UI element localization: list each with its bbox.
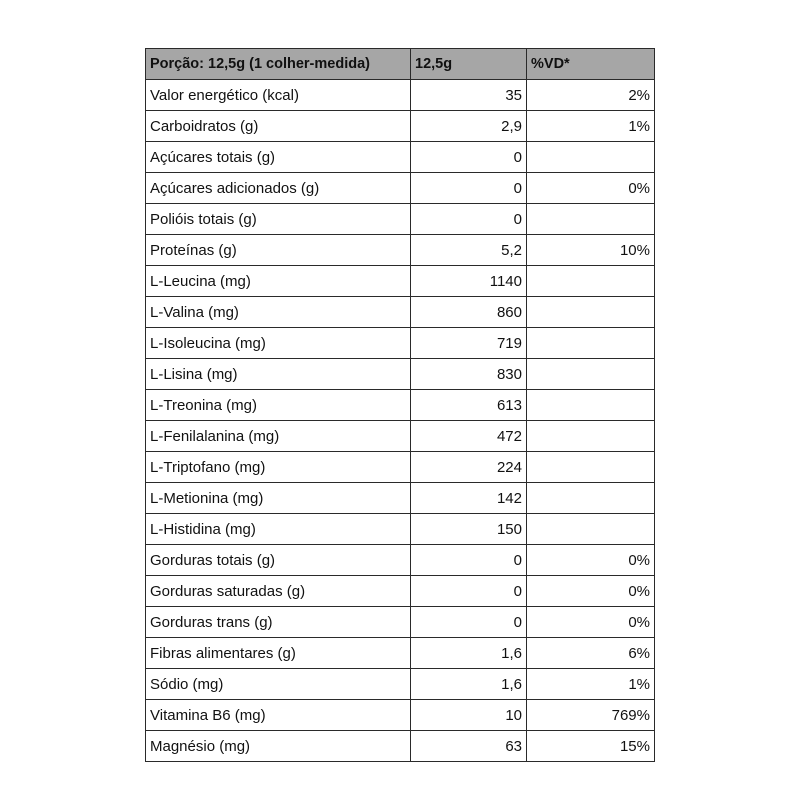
nutrient-name: Magnésio (mg) — [146, 731, 411, 762]
table-row — [146, 669, 655, 700]
header-amount: 12,5g — [411, 49, 527, 80]
table-row — [146, 80, 655, 111]
nutrient-vd: 1% — [527, 669, 655, 700]
nutrient-name: Açúcares totais (g) — [146, 142, 411, 173]
table-row — [146, 452, 655, 483]
table-row — [146, 545, 655, 576]
table-row — [146, 297, 655, 328]
nutrient-name: Valor energético (kcal) — [146, 80, 411, 111]
table-row — [146, 700, 655, 731]
nutrient-value: 1,6 — [411, 669, 527, 700]
nutrient-name: L-Histidina (mg) — [146, 514, 411, 545]
nutrient-vd — [527, 266, 655, 297]
nutrient-vd — [527, 297, 655, 328]
nutrient-vd — [527, 359, 655, 390]
nutrient-name: Sódio (mg) — [146, 669, 411, 700]
table-row — [146, 731, 655, 762]
nutrient-vd — [527, 204, 655, 235]
nutrient-value: 0 — [411, 545, 527, 576]
nutrient-vd: 1% — [527, 111, 655, 142]
nutrient-value: 142 — [411, 483, 527, 514]
table-row — [146, 390, 655, 421]
nutrient-value: 0 — [411, 576, 527, 607]
nutrient-value: 224 — [411, 452, 527, 483]
nutrient-name: Proteínas (g) — [146, 235, 411, 266]
nutrient-name: L-Fenilalanina (mg) — [146, 421, 411, 452]
nutrient-name: Vitamina B6 (mg) — [146, 700, 411, 731]
table-row — [146, 111, 655, 142]
table-row — [146, 173, 655, 204]
nutrient-name: L-Leucina (mg) — [146, 266, 411, 297]
header-vd: %VD* — [527, 49, 655, 80]
nutrient-value: 2,9 — [411, 111, 527, 142]
nutrient-value: 472 — [411, 421, 527, 452]
nutrient-value: 830 — [411, 359, 527, 390]
header-portion: Porção: 12,5g (1 colher-medida) — [146, 49, 411, 80]
nutrient-value: 150 — [411, 514, 527, 545]
nutrient-vd: 6% — [527, 638, 655, 669]
nutrient-value: 0 — [411, 204, 527, 235]
table-row — [146, 142, 655, 173]
nutrition-facts-table — [145, 48, 655, 762]
nutrient-value: 10 — [411, 700, 527, 731]
nutrient-name: L-Lisina (mg) — [146, 359, 411, 390]
table-row — [146, 638, 655, 669]
nutrient-name: Gorduras trans (g) — [146, 607, 411, 638]
nutrient-vd: 0% — [527, 607, 655, 638]
nutrient-name: L-Metionina (mg) — [146, 483, 411, 514]
nutrient-name: L-Valina (mg) — [146, 297, 411, 328]
nutrient-value: 0 — [411, 173, 527, 204]
nutrient-name: L-Isoleucina (mg) — [146, 328, 411, 359]
table-row — [146, 421, 655, 452]
nutrient-name: Polióis totais (g) — [146, 204, 411, 235]
nutrient-value: 719 — [411, 328, 527, 359]
nutrient-vd — [527, 142, 655, 173]
nutrient-value: 63 — [411, 731, 527, 762]
table-row — [146, 266, 655, 297]
nutrient-vd: 0% — [527, 576, 655, 607]
nutrient-value: 1140 — [411, 266, 527, 297]
nutrient-value: 860 — [411, 297, 527, 328]
nutrient-name: Fibras alimentares (g) — [146, 638, 411, 669]
nutrient-name: Carboidratos (g) — [146, 111, 411, 142]
table-row — [146, 204, 655, 235]
nutrient-vd: 0% — [527, 545, 655, 576]
table-row — [146, 235, 655, 266]
nutrient-vd: 2% — [527, 80, 655, 111]
table-row — [146, 359, 655, 390]
nutrient-vd — [527, 483, 655, 514]
table-header-row — [146, 49, 655, 80]
nutrient-name: Açúcares adicionados (g) — [146, 173, 411, 204]
table-row — [146, 328, 655, 359]
nutrient-value: 1,6 — [411, 638, 527, 669]
nutrient-vd — [527, 514, 655, 545]
nutrient-value: 0 — [411, 142, 527, 173]
nutrient-vd — [527, 421, 655, 452]
nutrient-vd: 0% — [527, 173, 655, 204]
nutrient-value: 5,2 — [411, 235, 527, 266]
nutrient-vd — [527, 328, 655, 359]
nutrient-value: 35 — [411, 80, 527, 111]
table-row — [146, 483, 655, 514]
table-row — [146, 607, 655, 638]
nutrient-name: Gorduras totais (g) — [146, 545, 411, 576]
nutrient-name: Gorduras saturadas (g) — [146, 576, 411, 607]
nutrient-vd — [527, 390, 655, 421]
nutrient-vd — [527, 452, 655, 483]
nutrient-value: 613 — [411, 390, 527, 421]
nutrient-vd: 15% — [527, 731, 655, 762]
nutrient-vd: 769% — [527, 700, 655, 731]
nutrient-name: L-Triptofano (mg) — [146, 452, 411, 483]
table-row — [146, 576, 655, 607]
nutrient-name: L-Treonina (mg) — [146, 390, 411, 421]
nutrient-vd: 10% — [527, 235, 655, 266]
nutrient-value: 0 — [411, 607, 527, 638]
table-row — [146, 514, 655, 545]
